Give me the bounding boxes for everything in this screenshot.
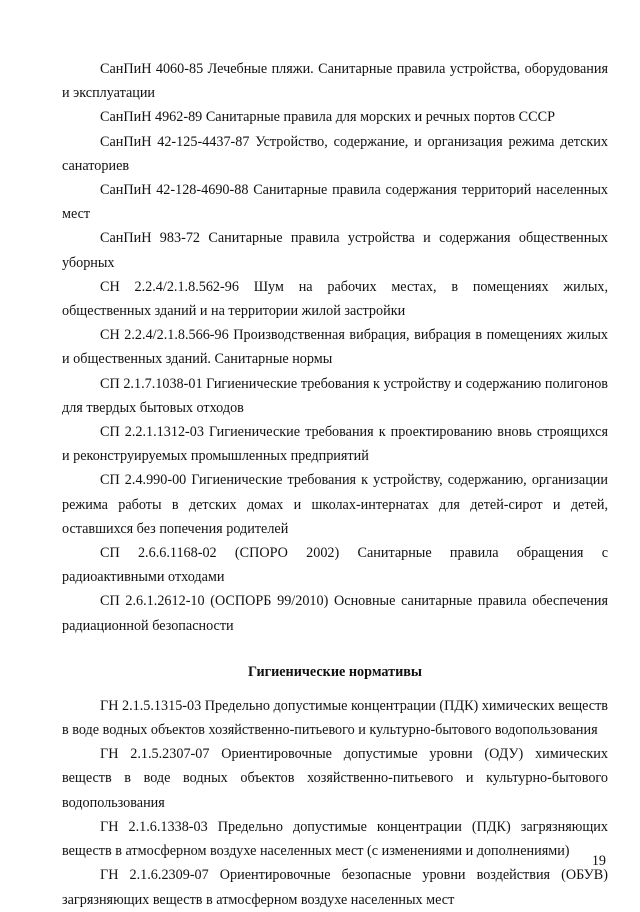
list-item: СП 2.6.6.1168-02 (СПОРО 2002) Санитарные правила обращения с радиоактивными отходами [62, 545, 608, 586]
list-item: СанПиН 4060-85 Лечебные пляжи. Санитарные правила устройства, оборудования и эксплуатации [62, 61, 608, 102]
page-number: 19 [591, 853, 606, 869]
hygienic-norms-list [62, 694, 608, 912]
list-item: ГН 2.1.5.1315-03 Предельно допустимые концентрации (ПДК) химических веществ в воде водных объектов хозяйственно-питьевого и культурно-бытового водопользования [62, 697, 608, 739]
list-item: ГН 2.1.6.1338-03 Предельно допустимые концентрации (ПДК) загрязняющих веществ в атмосферном воздухе населенных мест (с изменениями и дополнениями) [62, 818, 608, 860]
list-item: ГН 2.1.6.2309-07 Ориентировочные безопасные уровни воздействия (ОБУВ) загрязняющих веществ в атмосферном воздухе населенных мест [62, 867, 608, 908]
sanitary-rules-list [62, 57, 608, 638]
section-heading: Гигиенические нормативы [247, 663, 422, 680]
list-item: ГН 2.1.5.2307-07 Ориентировочные допустимые уровни (ОДУ) химических веществ в воде водных объектов хозяйственно-питьевого и культурно-бытового водопользования [62, 746, 608, 811]
list-item: СП 2.6.1.2612-10 (ОСПОРБ 99/2010) Основные санитарные правила обеспечения радиационной безопасности [62, 593, 608, 634]
list-item: СанПиН 983-72 Санитарные правила устройства и содержания общественных уборных [62, 230, 608, 271]
list-item: СанПиН 4962-89 Санитарные правила для морских и речных портов СССР [100, 109, 555, 126]
document-page [62, 57, 608, 912]
list-item: СН 2.2.4/2.1.8.562-96 Шум на рабочих местах, в помещениях жилых, общественных зданий и на территории жилой застройки [62, 278, 608, 320]
list-item: СН 2.2.4/2.1.8.566-96 Производственная вибрация, вибрация в помещениях жилых и общественных зданий. Санитарные нормы [62, 327, 608, 368]
list-item: СП 2.1.7.1038-01 Гигиенические требования к устройству и содержанию полигонов для твердых бытовых отходов [62, 375, 608, 416]
list-item: СП 2.2.1.1312-03 Гигиенические требования к проектированию вновь строящихся и реконструируемых промышленных предприятий [62, 424, 608, 465]
list-item: СанПиН 42-128-4690-88 Санитарные правила содержания территорий населенных мест [62, 182, 608, 223]
list-item: СП 2.4.990-00 Гигиенические требования к устройству, содержанию, организации режима работы в детских домах и школах-интернатах для детей-сирот и детей, оставшихся без попечения родителей [62, 472, 608, 537]
list-item: СанПиН 42-125-4437-87 Устройство, содержание, и организация режима детских санаториев [62, 133, 608, 174]
